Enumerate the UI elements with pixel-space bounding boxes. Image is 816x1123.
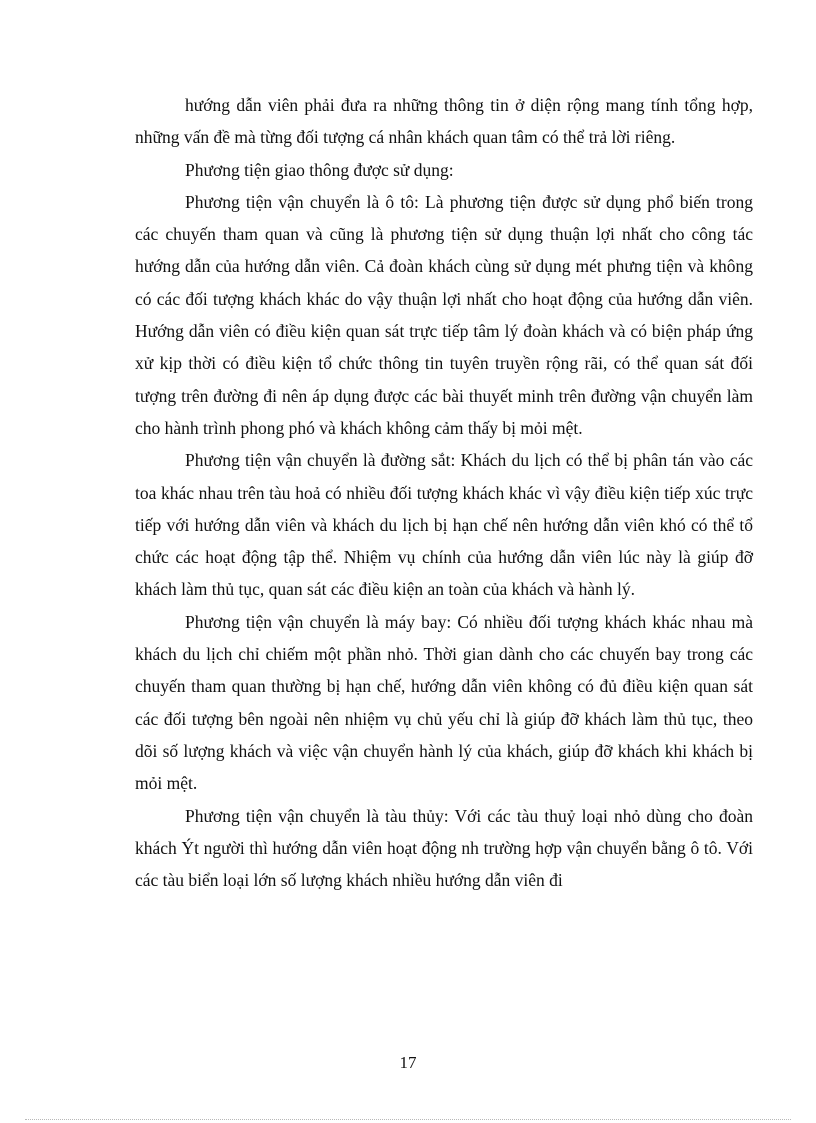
paragraph-car: Phương tiện vận chuyển là ô tô: Là phương tiện được sử dụng phổ biến trong các chuyến tham quan và cũng là phương tiện sử dụng thuận lợi nhất cho công tác hướng dẫn của hướng dẫn viên. Cả đoàn khách cùng sử dụng mét phưng tiện và không có các đối tượng khách khác do vậy thuận lợi nhất cho hoạt động của hướng dẫn viên. Hướng dẫn viên có điều kiện quan sát trực tiếp tâm lý đoàn khách và có biện pháp ứng xử kịp thời có điều kiện tổ chức thông tin tuyên truyền rộng rãi, có thể quan sát đối tượng trên đường đi nên áp dụng được các bài thuyết minh trên đường vận chuyển làm cho hành trình phong phó và khách không cảm thấy bị mỏi mệt.	[135, 191, 753, 438]
paragraph-airplane: Phương tiện vận chuyển là máy bay: Có nhiều đối tượng khách khác nhau mà khách du lịch chỉ chiếm một phần nhỏ. Thời gian dành cho các chuyến bay trong các chuyến tham quan thường bị hạn chế, hướng dẫn viên không có đủ điều kiện quan sát các đối tượng bên ngoài nên nhiệm vụ chủ yếu chỉ là giúp đỡ khách làm thủ tục, theo dõi số lượng khách và việc vận chuyển hành lý của khách, giúp đỡ khách khi khách bị mỏi mệt.	[135, 611, 753, 794]
body-text	[135, 89, 753, 896]
footer-divider	[25, 1119, 791, 1120]
paragraph-transport-heading: Phương tiện giao thông được sử dụng:	[185, 159, 454, 180]
paragraph-ship: Phương tiện vận chuyển là tàu thủy: Với các tàu thuỷ loại nhỏ dùng cho đoàn khách Ýt người thì hướng dẫn viên hoạt động nh trường hợp vận chuyển bằng ô tô. Với các tàu biển loại lớn số lượng khách nhiều hướng dẫn viên đi	[135, 805, 753, 891]
paragraph-continuation: hướng dẫn viên phải đưa ra những thông tin ở diện rộng mang tính tổng hợp, những vấn đề mà từng đối tượng cá nhân khách quan tâm có thể trả lời riêng.	[135, 95, 753, 148]
page-number: 17	[399, 1053, 417, 1072]
paragraph-railway: Phương tiện vận chuyển là đường sắt: Khách du lịch có thể bị phân tán vào các toa khác nhau trên tàu hoả có nhiều đối tượng khách khác vì vậy điều kiện tiếp xúc trực tiếp với hướng dẫn viên và khách du lịch bị hạn chế nên hướng dẫn viên khó có thể tổ chức các hoạt động tập thể. Nhiệm vụ chính của hướng dẫn viên lúc này là giúp đỡ khách làm thủ tục, quan sát các điều kiện an toàn của khách và hành lý.	[135, 450, 753, 600]
